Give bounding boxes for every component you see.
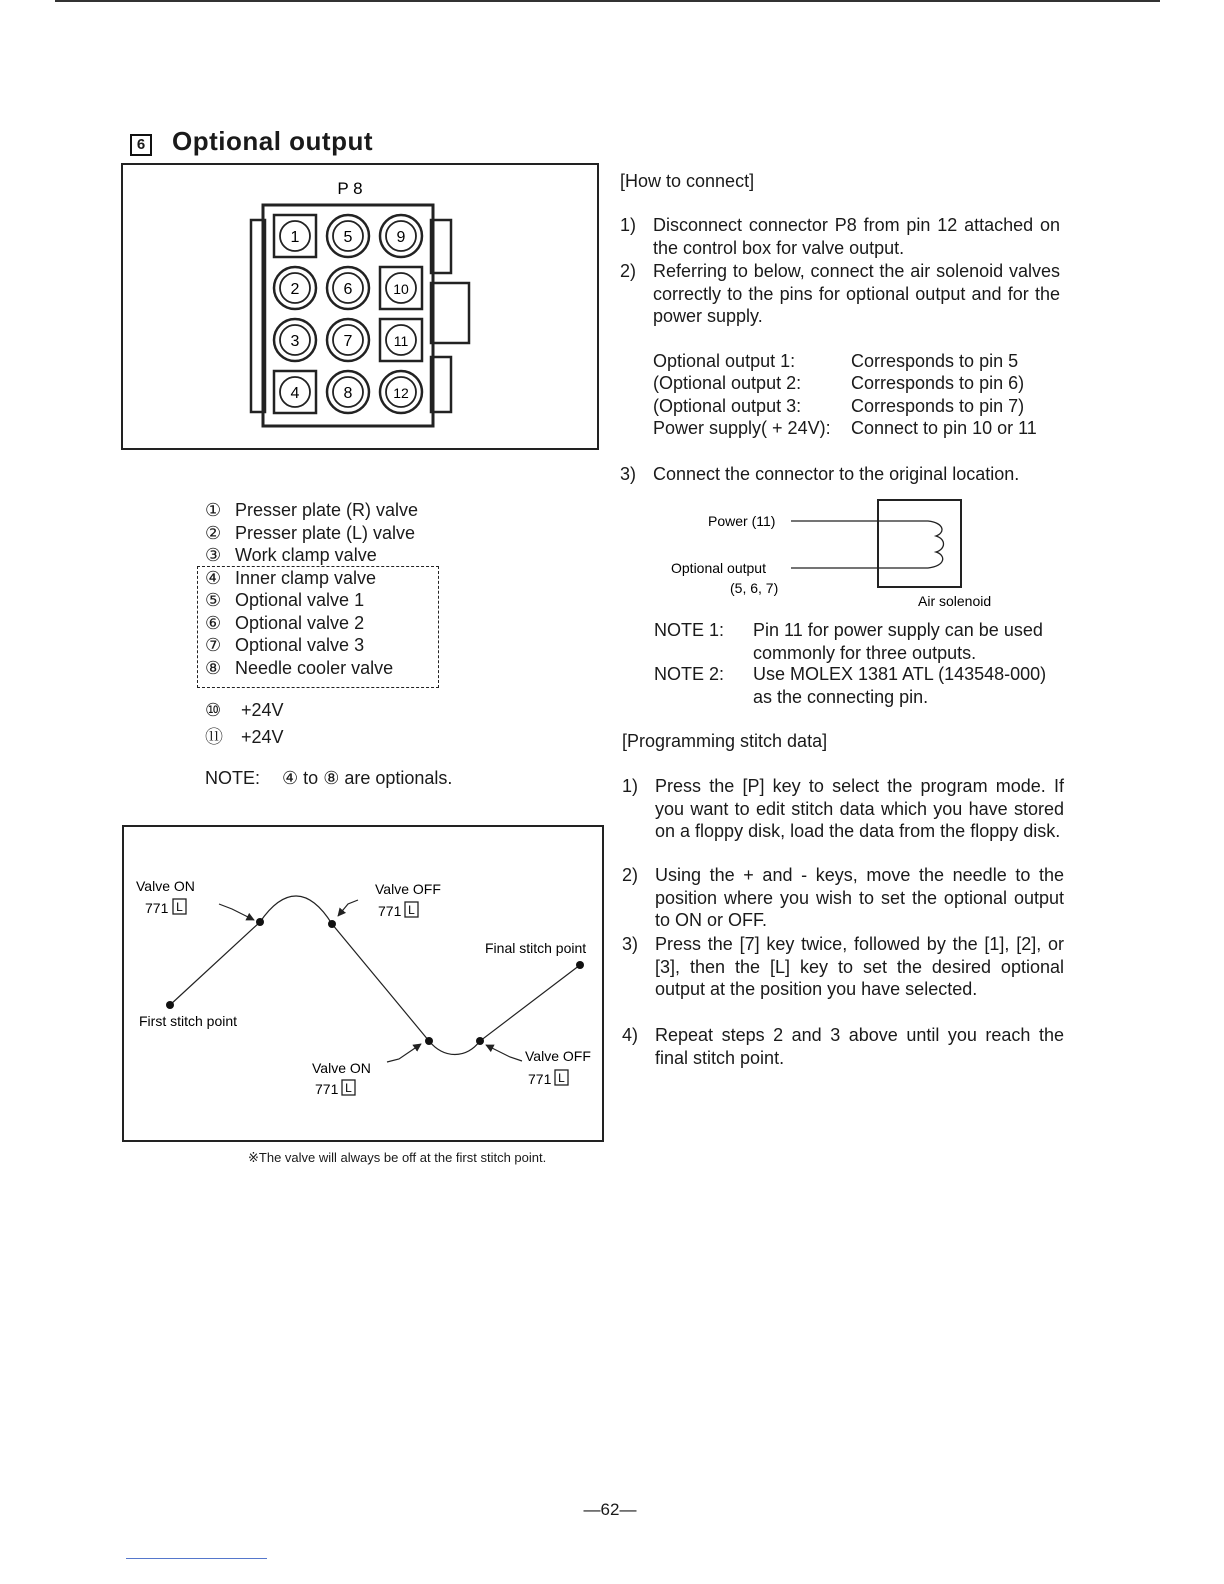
connect-step-3 xyxy=(620,463,1060,487)
valve-list-mark: ① xyxy=(205,500,222,520)
valve-note-label: NOTE: xyxy=(205,768,261,788)
code-label-2: 771 xyxy=(378,903,402,919)
pin-number: 6 xyxy=(343,281,353,298)
section-title: Optional output xyxy=(172,126,374,156)
power-list xyxy=(205,700,284,745)
power-list-item xyxy=(205,723,284,746)
bottom-rule xyxy=(126,1558,267,1559)
stitch-path xyxy=(170,896,580,1055)
key-letter-1: L xyxy=(176,900,183,914)
program-step-1-text: Press the [P] key to select the program mode. If you want to edit stitch data which you have stored on a floppy disk, load the data from the floppy disk. xyxy=(655,776,1064,841)
pin-number: 2 xyxy=(290,281,300,298)
connector-figure xyxy=(121,163,599,450)
program-step-3-text: Press the [7] key twice, followed by the [1], [2], or [3], then the [L] key to set the desired optional output at the position you have selected. xyxy=(655,934,1064,999)
section-number-badge: 6 xyxy=(130,134,152,156)
arrow-valve-on-2 xyxy=(387,1044,421,1062)
valve-list-item xyxy=(205,500,418,523)
pin-table-pin: Corresponds to pin 5 xyxy=(851,350,1019,371)
stitch-diagram-box xyxy=(122,825,604,1142)
pin-number: 9 xyxy=(396,229,406,246)
valve-list-label: Work clamp valve xyxy=(235,545,377,565)
valve-list-label: Needle cooler valve xyxy=(235,657,394,678)
pin-table-row xyxy=(653,418,1037,441)
page-number: —62— xyxy=(583,1500,637,1519)
connector-latch xyxy=(431,283,469,343)
valve-list-item xyxy=(205,545,418,568)
pin-table-row xyxy=(653,395,1037,418)
key-letter-3: L xyxy=(345,1081,352,1095)
connect-step-3-text: Connect the connector to the original location. xyxy=(653,464,1020,484)
final-stitch-label: Final stitch point xyxy=(485,940,587,956)
valve-on-dot-2 xyxy=(425,1037,433,1045)
arrow-valve-off-1 xyxy=(338,900,358,916)
program-step-4-number: 4) xyxy=(622,1025,639,1045)
pin-number: 10 xyxy=(393,281,409,297)
solenoid-output-pins: (5, 6, 7) xyxy=(730,580,779,596)
how-to-connect-heading: [How to connect] xyxy=(620,171,755,191)
valve-list-label: Inner clamp valve xyxy=(235,567,377,588)
connector-label: P 8 xyxy=(337,179,363,198)
pin-table-output: (Optional output 3: xyxy=(653,395,802,416)
pin-table-output: Power supply( + 24V): xyxy=(653,418,831,439)
valve-note-text: ④ to ⑧ are optionals. xyxy=(282,768,453,788)
pin-number: 1 xyxy=(290,229,300,246)
valve-on-label-2: Valve ON xyxy=(312,1060,371,1076)
valve-list-mark: ⑧ xyxy=(205,657,222,678)
solenoid-coil xyxy=(878,521,944,568)
programming-heading: [Programming stitch data] xyxy=(622,731,828,751)
program-step-1 xyxy=(622,775,1064,865)
valve-off-label-1: Valve OFF xyxy=(375,881,441,897)
final-stitch-dot xyxy=(576,961,584,969)
solenoid-power-label: Power (11) xyxy=(708,513,776,529)
program-step-4-text: Repeat steps 2 and 3 above until you reach the final stitch point. xyxy=(655,1025,1064,1068)
note-2-text: Use MOLEX 1381 ATL (143548-000) as the connecting pin. xyxy=(753,664,1047,707)
valve-list-label: Presser plate (R) valve xyxy=(235,500,419,520)
valve-list-mark: ⑦ xyxy=(205,635,222,655)
pin-number: 11 xyxy=(393,333,409,349)
pin-table-output: Optional output 1: xyxy=(653,350,796,371)
valve-list-mark: ③ xyxy=(205,545,222,565)
stitch-diagram xyxy=(124,827,602,1140)
pin-table-row xyxy=(653,373,1037,396)
valve-list-mark: ② xyxy=(205,522,222,543)
program-step-3-number: 3) xyxy=(622,934,639,954)
connect-step-3-number: 3) xyxy=(620,464,637,484)
stitch-footnote: ※The valve will always be off at the first stitch point. xyxy=(248,1150,547,1165)
connect-step-2-number: 2) xyxy=(620,261,637,281)
pin-table-pin: Corresponds to pin 6) xyxy=(851,373,1025,394)
pin-number: 5 xyxy=(343,229,353,246)
connect-step-2 xyxy=(620,260,1060,328)
notes-block xyxy=(654,619,1066,709)
solenoid-caption: Air solenoid xyxy=(918,593,992,609)
valve-list-label: Presser plate (L) valve xyxy=(235,522,416,543)
connect-step-2-text: Referring to below, connect the air solenoid valves correctly to the pins for optional output and for the power supply. xyxy=(653,261,1060,326)
valve-list-label: Optional valve 3 xyxy=(235,635,365,655)
pin-assignment-table xyxy=(653,350,1037,440)
key-letter-2: L xyxy=(408,903,415,917)
connect-step-1-number: 1) xyxy=(620,215,637,235)
pin-number: 7 xyxy=(343,333,353,350)
valve-note xyxy=(205,768,452,789)
pin-table-output: (Optional output 2: xyxy=(653,373,802,394)
arrow-valve-on-1 xyxy=(219,904,254,920)
pin-number: 8 xyxy=(343,385,353,402)
connect-step-1 xyxy=(620,214,1060,259)
top-rule xyxy=(55,0,1160,2)
program-step-2-number: 2) xyxy=(622,865,639,885)
power-list-label: +24V xyxy=(241,700,284,720)
program-step-2 xyxy=(622,864,1064,932)
power-list-mark: ⑪ xyxy=(205,726,223,747)
key-letter-4: L xyxy=(558,1071,565,1085)
valve-list-item xyxy=(205,523,418,546)
valve-list-mark: ④ xyxy=(205,567,222,588)
power-list-item xyxy=(205,700,284,723)
code-label-3: 771 xyxy=(315,1081,339,1097)
first-stitch-label: First stitch point xyxy=(139,1013,238,1029)
solenoid-output-label: Optional output xyxy=(671,560,766,576)
pin-table-pin: Corresponds to pin 7) xyxy=(851,395,1025,416)
valve-list-mark: ⑤ xyxy=(205,590,222,610)
note-1-label: NOTE 1: xyxy=(654,620,725,640)
optional-group-dashed-box xyxy=(197,566,439,688)
connector-diagram xyxy=(123,165,597,448)
valve-on-dot-1 xyxy=(256,918,264,926)
code-label-4: 771 xyxy=(528,1071,552,1087)
program-step-4 xyxy=(622,1024,1064,1069)
valve-on-label-1: Valve ON xyxy=(136,878,195,894)
valve-list-mark: ⑥ xyxy=(205,612,222,633)
pin-number: 3 xyxy=(290,333,300,350)
program-step-1-number: 1) xyxy=(622,776,639,796)
arrow-valve-off-2 xyxy=(486,1045,522,1061)
code-label-1: 771 xyxy=(145,900,169,916)
pin-number: 12 xyxy=(393,385,409,401)
note-1-text: Pin 11 for power supply can be used commonly for three outputs. xyxy=(753,620,1043,663)
valve-off-dot-1 xyxy=(328,920,336,928)
pin-table-row xyxy=(653,350,1037,373)
program-step-3 xyxy=(622,933,1064,1023)
first-stitch-dot xyxy=(166,1001,174,1009)
power-list-label: +24V xyxy=(241,726,284,747)
valve-list-label: Optional valve 1 xyxy=(235,590,365,610)
valve-off-dot-2 xyxy=(476,1037,484,1045)
pin-number: 4 xyxy=(290,385,300,402)
program-step-2-text: Using the + and - keys, move the needle to the position where you wish to set the optional output to ON or OFF. xyxy=(655,865,1064,930)
power-list-mark: ⑩ xyxy=(205,700,222,720)
note-2-label: NOTE 2: xyxy=(654,664,725,684)
pin-group xyxy=(274,215,422,413)
pin-table-pin: Connect to pin 10 or 11 xyxy=(851,418,1037,439)
valve-list-label: Optional valve 2 xyxy=(235,612,365,633)
solenoid-box xyxy=(878,500,961,587)
connect-step-1-text: Disconnect connector P8 from pin 12 attached on the control box for valve output. xyxy=(653,215,1060,258)
solenoid-diagram xyxy=(660,495,1020,615)
valve-off-label-2: Valve OFF xyxy=(525,1048,591,1064)
